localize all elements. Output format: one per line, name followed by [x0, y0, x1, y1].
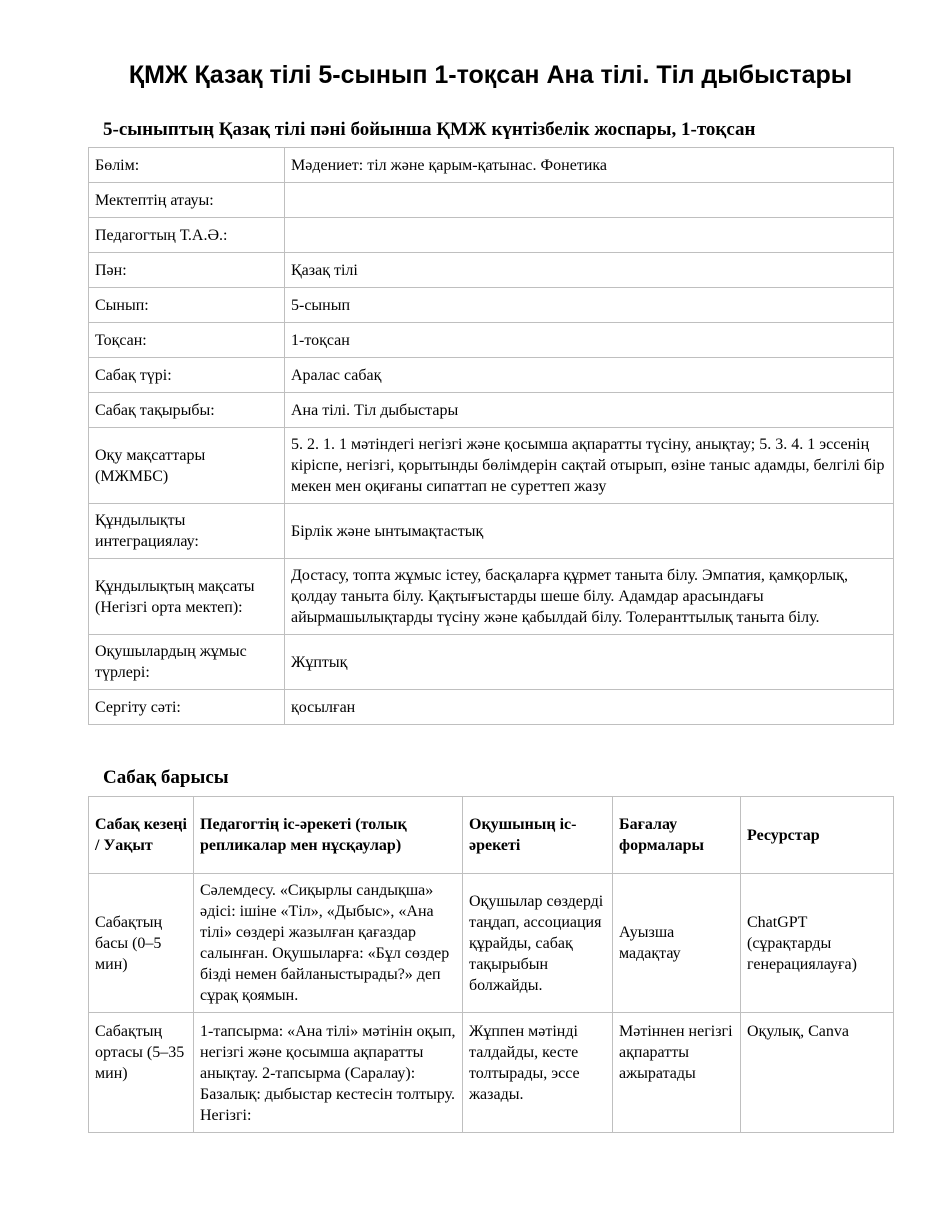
info-label: Құндылықтың мақсаты (Негізгі орта мектеп): [89, 559, 285, 635]
info-value: Жұптық [285, 635, 894, 690]
info-value [285, 218, 894, 253]
info-value: Достасу, топта жұмыс істеу, басқаларға құрмет таныта білу. Эмпатия, қамқорлық, қолдау таныта білу. Қақтығыстарды шеше білу. Адамдар арасындағы айырмашылықтарды түсіну және қабылдай білу. Толеранттылық таныта білу. [285, 559, 894, 635]
info-value: Қазақ тілі [285, 253, 894, 288]
info-value: қосылған [285, 690, 894, 725]
assessment-cell: Мәтіннен негізгі ақпаратты ажыратады [613, 1013, 741, 1133]
info-row-subject [89, 253, 894, 288]
student-activity-cell: Оқушылар сөздерді таңдап, ассоциация құрайды, сабақ тақырыбын болжайды. [463, 874, 613, 1013]
info-label: Тоқсан: [89, 323, 285, 358]
lesson-flow-heading: Сабақ барысы [103, 767, 229, 788]
info-row-work-types [89, 635, 894, 690]
info-label: Құндылықты интеграциялау: [89, 504, 285, 559]
assessment-cell: Ауызша мадақтау [613, 874, 741, 1013]
info-value [285, 183, 894, 218]
flow-row-beginning [89, 874, 894, 1013]
flow-header-row [89, 797, 894, 874]
resources-cell: Оқулық, Canva [741, 1013, 894, 1133]
info-label: Оқу мақсаттары (МЖМБС) [89, 428, 285, 504]
stage-cell: Сабақтың ортасы (5–35 мин) [89, 1013, 194, 1133]
teacher-activity-cell: Сәлемдесу. «Сиқырлы сандықша» әдісі: ішіне «Тіл», «Дыбыс», «Ана тілі» сөздері жазылған қағаздар салынған. Оқушыларға: «Бұл сөздер бізді немен байланыстырады?» деп сұрақ қоямын. [194, 874, 463, 1013]
info-value: Мәдениет: тіл және қарым-қатынас. Фонетика [285, 148, 894, 183]
info-row-quarter [89, 323, 894, 358]
header-resources: Ресурстар [741, 797, 894, 874]
info-label: Оқушылардың жұмыс түрлері: [89, 635, 285, 690]
info-row-warmup [89, 690, 894, 725]
info-row-section [89, 148, 894, 183]
lesson-info-table [88, 147, 894, 725]
info-label: Мектептің атауы: [89, 183, 285, 218]
stage-cell: Сабақтың басы (0–5 мин) [89, 874, 194, 1013]
info-label: Сергіту сәті: [89, 690, 285, 725]
document-title: ҚМЖ Қазақ тілі 5-сынып 1-тоқсан Ана тілі. Тіл дыбыстары [128, 61, 853, 89]
info-row-value-integration [89, 504, 894, 559]
resources-cell: ChatGPT (сұрақтарды генерациялауға) [741, 874, 894, 1013]
header-student-activity: Оқушының іс-әрекеті [463, 797, 613, 874]
info-row-learning-objectives [89, 428, 894, 504]
info-label: Пән: [89, 253, 285, 288]
header-stage-time: Сабақ кезеңі / Уақыт [89, 797, 194, 874]
info-row-lesson-type [89, 358, 894, 393]
lesson-flow-table [88, 796, 894, 1133]
info-row-lesson-topic [89, 393, 894, 428]
info-label: Сабақ түрі: [89, 358, 285, 393]
info-row-teacher [89, 218, 894, 253]
info-value: 1-тоқсан [285, 323, 894, 358]
teacher-activity-cell: 1-тапсырма: «Ана тілі» мәтінін оқып, негізгі және қосымша ақпаратты анықтау. 2-тапсырма (Саралау): Базалық: дыбыстар кестесін толтыру. Негізгі: [194, 1013, 463, 1133]
info-value: Бірлік және ынтымақтастық [285, 504, 894, 559]
info-label: Бөлім: [89, 148, 285, 183]
info-row-value-goal [89, 559, 894, 635]
info-value: 5. 2. 1. 1 мәтіндегі негізгі және қосымша ақпаратты түсіну, анықтау; 5. 3. 4. 1 эссенің кіріспе, негізгі, қорытынды бөлімдерін сақтай отырып, өзіне таныс адамды, белгілі бір мекен мен оқиғаны сипаттап не суреттеп жазу [285, 428, 894, 504]
info-label: Сабақ тақырыбы: [89, 393, 285, 428]
info-value: 5-сынып [285, 288, 894, 323]
info-label: Педагогтың Т.А.Ә.: [89, 218, 285, 253]
info-section-heading: 5-сыныптың Қазақ тілі пәні бойынша ҚМЖ күнтізбелік жоспары, 1-тоқсан [103, 119, 756, 140]
info-value: Аралас сабақ [285, 358, 894, 393]
info-value: Ана тілі. Тіл дыбыстары [285, 393, 894, 428]
info-label: Сынып: [89, 288, 285, 323]
info-row-grade [89, 288, 894, 323]
info-row-school [89, 183, 894, 218]
flow-row-middle [89, 1013, 894, 1133]
header-teacher-activity: Педагогтің іс-әрекеті (толық репликалар мен нұсқаулар) [194, 797, 463, 874]
header-assessment: Бағалау формалары [613, 797, 741, 874]
student-activity-cell: Жұппен мәтінді талдайды, кесте толтырады, эссе жазады. [463, 1013, 613, 1133]
